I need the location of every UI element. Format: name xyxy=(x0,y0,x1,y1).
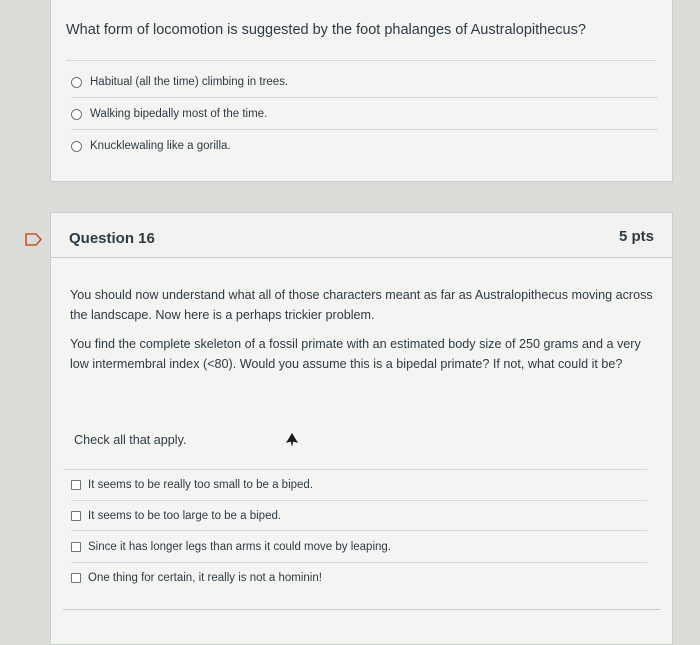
q16-answer-3[interactable] xyxy=(71,531,647,563)
mouse-pointer-icon xyxy=(286,433,298,447)
answer-label: It seems to be too large to be a biped. xyxy=(88,510,282,522)
question-header xyxy=(51,213,672,258)
question-16-card xyxy=(50,212,673,645)
answer-label: Walking bipedally most of the time. xyxy=(90,108,268,120)
instruction-text: Check all that apply. xyxy=(74,433,187,447)
radio-button[interactable] xyxy=(71,141,82,152)
answer-label: Knucklewaling like a gorilla. xyxy=(90,140,231,152)
question-paragraph-2: You find the complete skeleton of a fossil primate with an estimated body size of 250 grams and a very low intermembral index (<80). Would you assume this is a bipedal primate? If not, what could it be? xyxy=(70,337,641,371)
question-paragraph-1: You should now understand what all of those characters meant as far as Australopithecus moving across the landscape. Now here is a perhaps trickier problem. xyxy=(70,288,653,322)
question-points: 5 pts xyxy=(618,228,654,245)
question-15-card xyxy=(50,0,673,182)
radio-button[interactable] xyxy=(71,77,82,88)
q16-answer-4[interactable] xyxy=(71,563,647,593)
checkbox[interactable] xyxy=(71,511,81,521)
checkbox[interactable] xyxy=(71,573,81,583)
answer-label: Since it has longer legs than arms it could move by leaping. xyxy=(88,541,391,553)
q15-answer-3[interactable] xyxy=(71,130,658,162)
divider xyxy=(63,609,660,610)
checkbox[interactable] xyxy=(71,480,81,490)
q15-answer-2[interactable] xyxy=(71,98,658,130)
checkbox[interactable] xyxy=(71,542,81,552)
answer-label: Habitual (all the time) climbing in trees. xyxy=(90,76,289,88)
flag-outline-icon[interactable] xyxy=(25,233,43,246)
q15-answer-1[interactable] xyxy=(71,66,658,98)
question-title: Question 16 xyxy=(69,230,155,247)
radio-button[interactable] xyxy=(71,109,82,120)
answer-label: One thing for certain, it really is not a hominin! xyxy=(88,572,322,584)
q16-answer-2[interactable] xyxy=(71,501,647,531)
q16-answer-1[interactable] xyxy=(71,469,647,501)
answer-label: It seems to be really too small to be a biped. xyxy=(88,479,314,491)
divider xyxy=(66,60,656,61)
question-15-text: What form of locomotion is suggested by the foot phalanges of Australopithecus? xyxy=(66,22,586,38)
answer-list xyxy=(63,461,647,607)
